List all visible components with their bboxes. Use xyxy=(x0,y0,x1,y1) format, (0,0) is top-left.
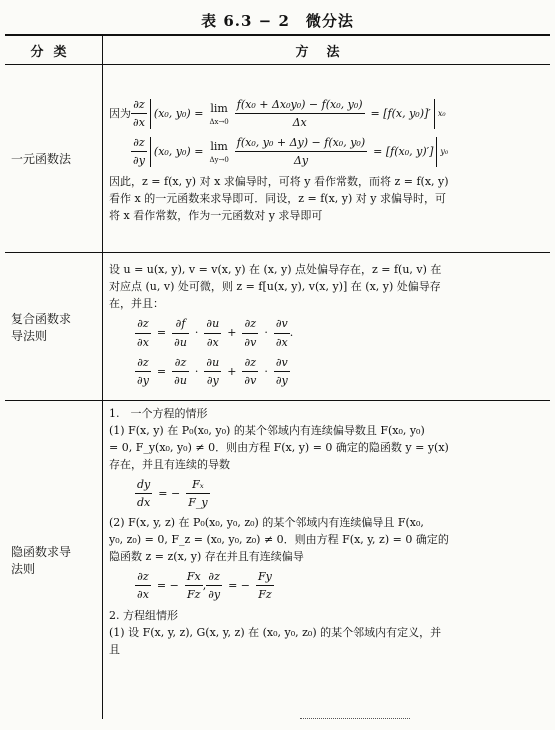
implicit-partials: $\frac{\partial z}{\partial x}$ = − $\frac{Fx}{Fz}$ , $\frac{\partial z}{\partial y}$ = − $\frac{Fy}{Fz}$ xyxy=(137,570,272,602)
text-line: 存在，并且有连续的导数 xyxy=(109,458,230,472)
text-line: (2) F(x, y, z) 在 P₀(x₀, y₀, z₀) 的某个邻域内有连续偏导且 F(x₀, xyxy=(109,516,424,530)
text-line: 因此，z = f(x, y) 对 x 求偏导时，可将 y 看作常数，而将 z = f(x, y) xyxy=(109,174,449,188)
text-line: 将 x 看作常数，作为一元函数对 y 求导即可 xyxy=(109,208,323,222)
eq-lead: 因为 xyxy=(109,107,131,121)
differentiation-table xyxy=(5,34,550,719)
text-line: (1) 设 F(x, y, z), G(x, y, z) 在 (x₀, y₀, z₀) 的某个邻域内有定义，并 xyxy=(109,625,442,639)
header-method: 方法 xyxy=(103,35,551,65)
text-line: 1. 一个方程的情形 xyxy=(109,407,208,420)
chain-rule-x: $\frac{\partial z}{\partial x}$ = $\frac{\partial f}{\partial u}$ · $\frac{\partial u}{\partial x}$ + $\frac{\partial z}{\partial v}$ · $\frac{\partial v}{\partial x}$ . xyxy=(137,317,294,349)
text-line: (1) F(x, y) 在 P₀(x₀, y₀) 的某个邻域内有连续偏导数且 F(x₀, y₀) xyxy=(109,424,425,438)
text-line: 在，并且： xyxy=(109,297,164,311)
text-line: 看作 x 的一元函数来求导即可．同设，z = f(x, y) 对 y 求偏导时，可 xyxy=(109,191,446,205)
text-line: 对应点 (u, v) 处可微，则 z = f[u(x, y), v(x, y)] 在 (x, y) 处偏导存 xyxy=(109,280,441,294)
category-composite: 复合函数求 导法则 xyxy=(5,253,103,401)
table-title: 表 6.3 − 2 微分法 xyxy=(201,12,354,30)
method-implicit xyxy=(103,401,551,719)
table-header xyxy=(5,35,550,65)
text-line: 2. 方程组情形 xyxy=(109,608,178,622)
chain-rule-y: $\frac{\partial z}{\partial y}$ = $\frac{\partial z}{\partial u}$ · $\frac{\partial u}{\partial y}$ + $\frac{\partial z}{\partial v}$ · $\frac{\partial v}{\partial y}$ xyxy=(137,355,288,387)
row-implicit xyxy=(5,401,550,719)
text-line: 隐函数 z = z(x, y) 存在并且有连续偏导 xyxy=(109,550,304,564)
text-line: = 0, F_y(x₀, y₀) ≠ 0．则由方程 F(x, y) = 0 确定的隐函数 y = y(x) xyxy=(109,441,449,455)
category-one-variable: 一元函数法 xyxy=(5,65,103,253)
text-line: y₀, z₀) = 0, F_z = (x₀, y₀, z₀) ≠ 0．则由方程 F(x, y, z) = 0 确定的 xyxy=(109,533,449,547)
row-one-variable xyxy=(5,65,550,253)
text-line: 设 u = u(x, y), v = v(x, y) 在 (x, y) 点处偏导存在，z = f(u, v) 在 xyxy=(109,263,442,277)
method-one-variable xyxy=(103,65,551,253)
category-implicit: 隐函数求导 法则 xyxy=(5,401,103,719)
row-composite xyxy=(5,253,550,401)
text-line: 且 xyxy=(109,642,120,656)
implicit-derivative: $\frac{dy}{dx}$ = − $\frac{\text{Fₓ}}{F\_y}$ xyxy=(137,478,208,510)
partial-x-definition: 因为 $\frac{\partial z}{\partial x}$ (x₀, y₀) = lim Δx→0 $\frac{\text{f(x₀ + Δx₀y₀) − f(x₀, y₀)}}{\Delta x}$ = [f(x, y₀)]′ x₀ xyxy=(109,98,446,130)
header-category: 分类 xyxy=(5,35,103,65)
page-footer-line xyxy=(300,718,410,719)
method-composite xyxy=(103,253,551,401)
partial-y-definition: $\frac{\partial z}{\partial y}$ (x₀, y₀) = lim Δy→0 $\frac{\text{f(x₀, y₀ + Δy) − f(x₀, y₀)}}{\Delta y}$ = [f(x₀, y)′] y₀ xyxy=(133,136,449,168)
